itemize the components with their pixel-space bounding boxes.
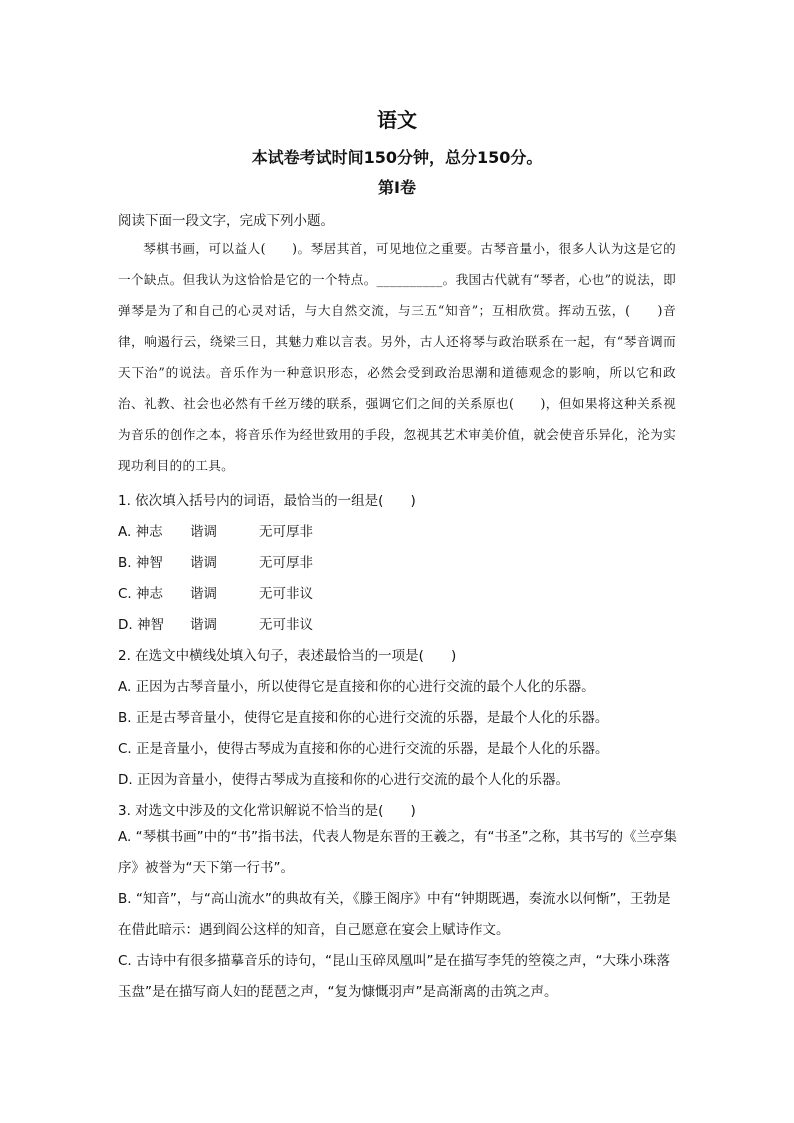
question-1-option-d[interactable]: [118, 613, 313, 633]
reading-passage: 琴棋书画，可以益人( )。琴居其首，可见地位之重要。古琴音量小，很多人认为这是它的一个缺点。但我认为这恰恰是它的一个特点。__________。我国古代就有“琴者，心也”的说法，即弹琴是为了和自己的心灵对话，与大自然交流，与三五“知音”；互相欣赏。挥动五弦，( )音律，响遏行云，绕梁三日，其魅力难以言表。另外，古人还将琴与政治联系在一起，有“琴音调而天下治”的说法。音乐作为一种意识形态，必然会受到政治思潮和道德观念的影响，所以它和政治、礼教、社会也必然有千丝万缕的联系，强调它们之间的关系原也( )，但如果将这种关系视为音乐的创作之本，将音乐作为经世致用的手段，忽视其艺术审美价值，就会使音乐异化，沦为实现功利目的的工具。: [118, 241, 676, 473]
section-heading: 第Ⅰ卷: [378, 178, 416, 197]
page-title: 语文: [377, 108, 417, 132]
option-word-1: D. 神智: [118, 617, 164, 633]
question-1-option-a[interactable]: [118, 520, 313, 540]
option-word-1: B. 神智: [118, 555, 163, 571]
option-word-2: 谐调: [190, 555, 217, 571]
option-word-3: 无可厚非: [259, 555, 313, 571]
option-word-3: 无可非议: [259, 617, 313, 633]
option-word-3: 无可非议: [259, 586, 313, 602]
question-3-stem: 3. 对选文中涉及的文化常识解说不恰当的是( ): [118, 803, 416, 819]
option-word-2: 谐调: [190, 617, 217, 633]
option-word-2: 谐调: [190, 524, 217, 540]
question-3-option-c[interactable]: C. 古诗中有很多描摹音乐的诗句，“昆山玉碎凤凰叫”是在描写李凭的箜篌之声，“大珠小珠落玉盘”是在描写商人妇的琵琶之声，“复为慷慨羽声”是高渐离的击筑之声。: [118, 953, 670, 1000]
question-2-option-c[interactable]: C. 正是音量小，使得古琴成为直接和你的心进行交流的乐器，是最个人化的乐器。: [118, 741, 609, 757]
question-2-stem: 2. 在选文中横线处填入句子，表述最恰当的一项是( ): [118, 648, 457, 664]
option-word-2: 谐调: [190, 586, 217, 602]
question-2-option-a[interactable]: A. 正因为古琴音量小，所以使得它是直接和你的心进行交流的最个人化的乐器。: [118, 679, 595, 695]
option-word-3: 无可厚非: [259, 524, 313, 540]
question-1-stem: 1. 依次填入括号内的词语，最恰当的一组是( ): [118, 493, 416, 509]
question-2-option-d[interactable]: D. 正因为音量小，使得古琴成为直接和你的心进行交流的最个人化的乐器。: [118, 772, 569, 788]
option-word-1: A. 神志: [118, 524, 163, 540]
exam-subtitle: 本试卷考试时间150分钟，总分150分。: [251, 148, 543, 167]
question-3-option-b[interactable]: B. “知音”，与“高山流水”的典故有关，《滕王阁序》中有“钟期既遇，奏流水以何惭”，王勃是在借此暗示：遇到阎公这样的知音，自己愿意在宴会上赋诗作文。: [118, 891, 671, 938]
question-2-option-b[interactable]: B. 正是古琴音量小，使得它是直接和你的心进行交流的乐器，是最个人化的乐器。: [118, 710, 609, 726]
question-3-option-a[interactable]: A. “琴棋书画”中的“书”指书法，代表人物是东晋的王羲之，有“书圣”之称，其书写的《兰亭集序》被誉为“天下第一行书”。: [118, 829, 678, 876]
reading-instruction: 阅读下面一段文字，完成下列小题。: [118, 213, 334, 229]
question-1-option-b[interactable]: [118, 551, 313, 571]
option-word-1: C. 神志: [118, 586, 164, 602]
question-1-option-c[interactable]: [118, 582, 313, 602]
